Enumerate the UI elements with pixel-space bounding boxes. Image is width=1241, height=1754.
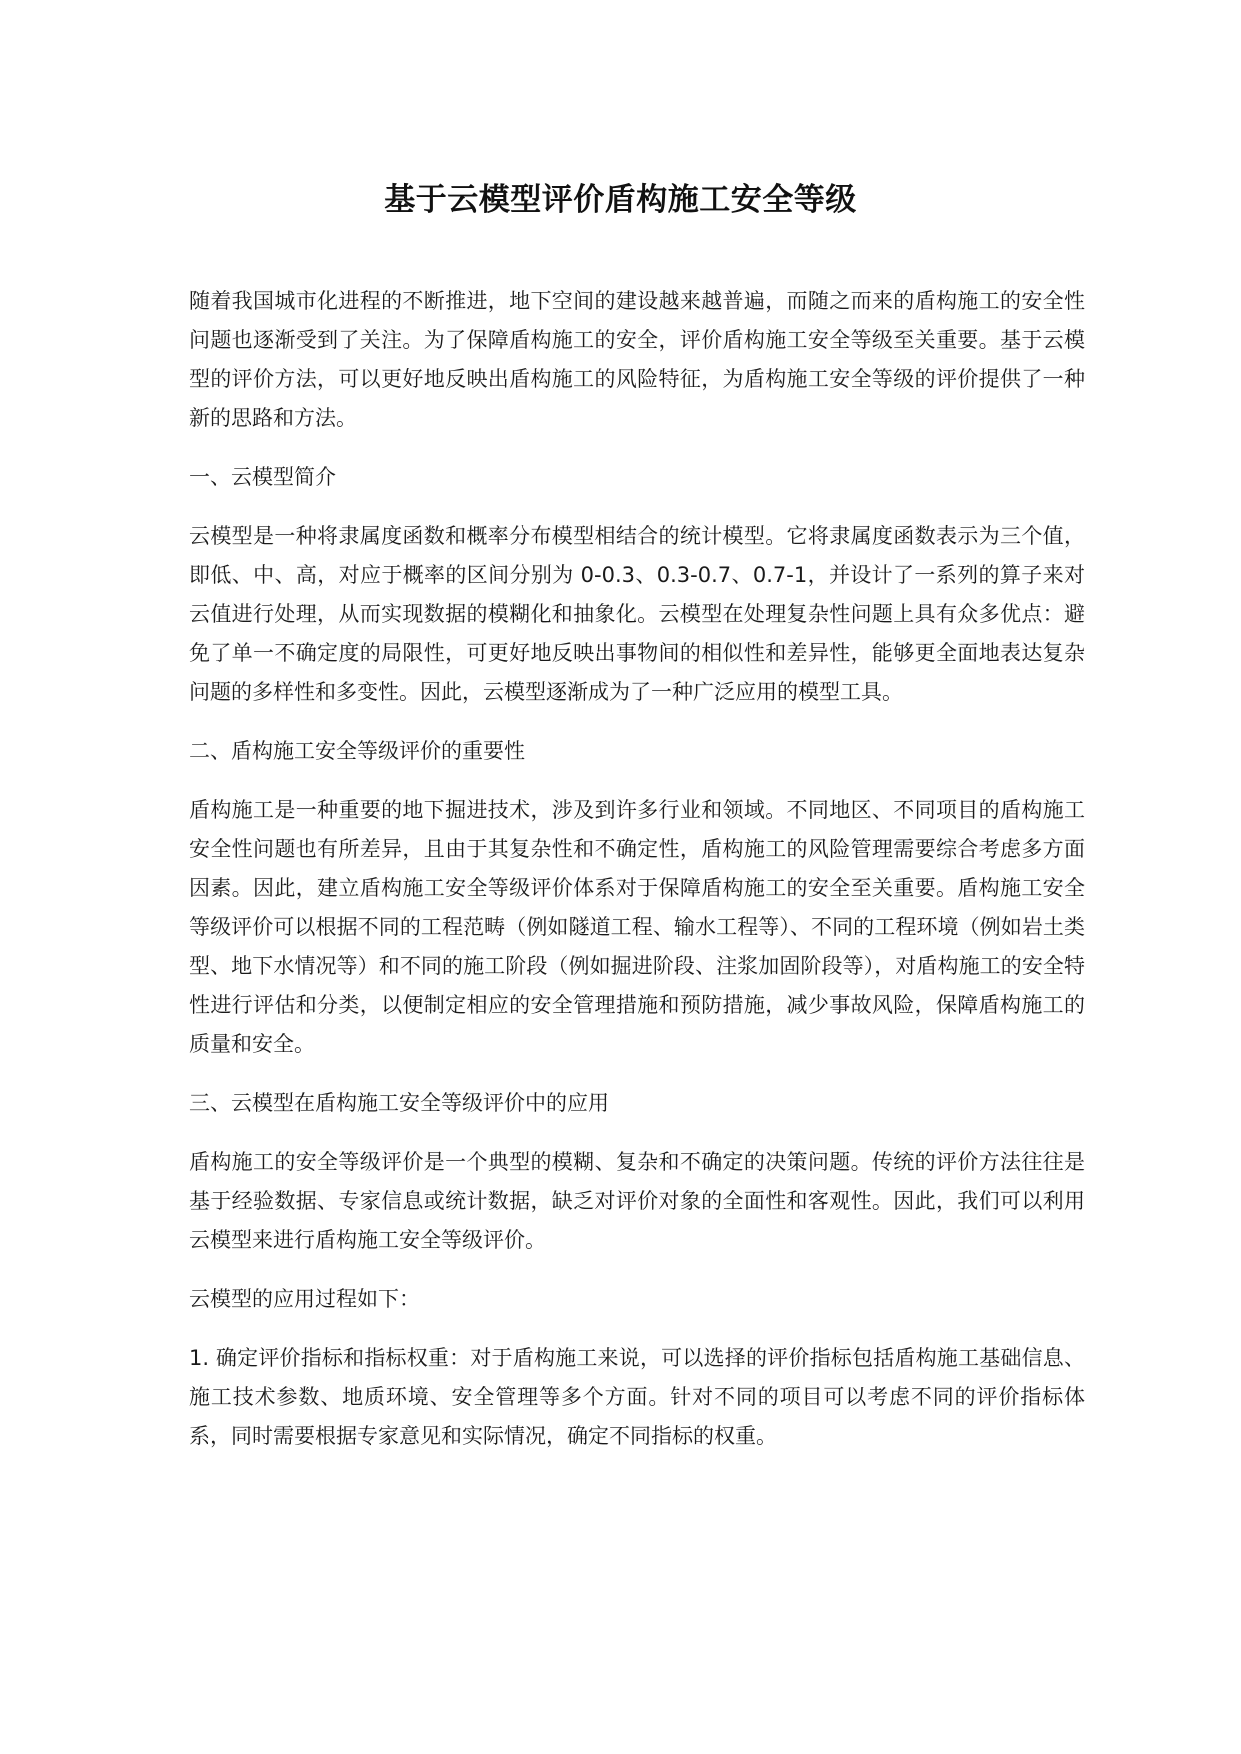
section-heading-importance: 二、盾构施工安全等级评价的重要性: [189, 739, 525, 763]
step-1-paragraph: 1. 确定评价指标和指标权重：对于盾构施工来说，可以选择的评价指标包括盾构施工基础信息、施工技术参数、地质环境、安全管理等多个方面。针对不同的项目可以考虑不同的评价指标体系，同时需要根据专家意见和实际情况，确定不同指标的权重。: [189, 1346, 1085, 1448]
document-body: [189, 282, 1085, 1476]
section-heading-cloud-model-intro: 一、云模型简介: [189, 465, 336, 489]
application-paragraph: 盾构施工的安全等级评价是一个典型的模糊、复杂和不确定的决策问题。传统的评价方法往往是基于经验数据、专家信息或统计数据，缺乏对评价对象的全面性和客观性。因此，我们可以利用云模型来进行盾构施工安全等级评价。: [189, 1150, 1085, 1252]
importance-paragraph: 盾构施工是一种重要的地下掘进技术，涉及到许多行业和领域。不同地区、不同项目的盾构施工安全性问题也有所差异，且由于其复杂性和不确定性，盾构施工的风险管理需要综合考虑多方面因素。因此，建立盾构施工安全等级评价体系对于保障盾构施工的安全至关重要。盾构施工安全等级评价可以根据不同的工程范畴（例如隧道工程、输水工程等）、不同的工程环境（例如岩土类型、地下水情况等）和不同的施工阶段（例如掘进阶段、注浆加固阶段等），对盾构施工的安全特性进行评估和分类，以便制定相应的安全管理措施和预防措施，减少事故风险，保障盾构施工的质量和安全。: [189, 798, 1085, 1056]
cloud-model-paragraph: 云模型是一种将隶属度函数和概率分布模型相结合的统计模型。它将隶属度函数表示为三个值，即低、中、高，对应于概率的区间分别为 0-0.3、0.3-0.7、0.7-1，并设计了一系列的算子来对云值进行处理，从而实现数据的模糊化和抽象化。云模型在处理复杂性问题上具有众多优点：避免了单一不确定度的局限性，可更好地反映出事物间的相似性和差异性，能够更全面地表达复杂问题的多样性和多变性。因此，云模型逐渐成为了一种广泛应用的模型工具。: [189, 524, 1085, 704]
intro-paragraph: 随着我国城市化进程的不断推进，地下空间的建设越来越普遍，而随之而来的盾构施工的安全性问题也逐渐受到了关注。为了保障盾构施工的安全，评价盾构施工安全等级至关重要。基于云模型的评价方法，可以更好地反映出盾构施工的风险特征，为盾构施工安全等级的评价提供了一种新的思路和方法。: [189, 289, 1085, 430]
process-intro-paragraph: 云模型的应用过程如下：: [189, 1287, 420, 1311]
document-title: 基于云模型评价盾构施工安全等级: [384, 182, 857, 218]
section-heading-application: 三、云模型在盾构施工安全等级评价中的应用: [189, 1091, 609, 1115]
